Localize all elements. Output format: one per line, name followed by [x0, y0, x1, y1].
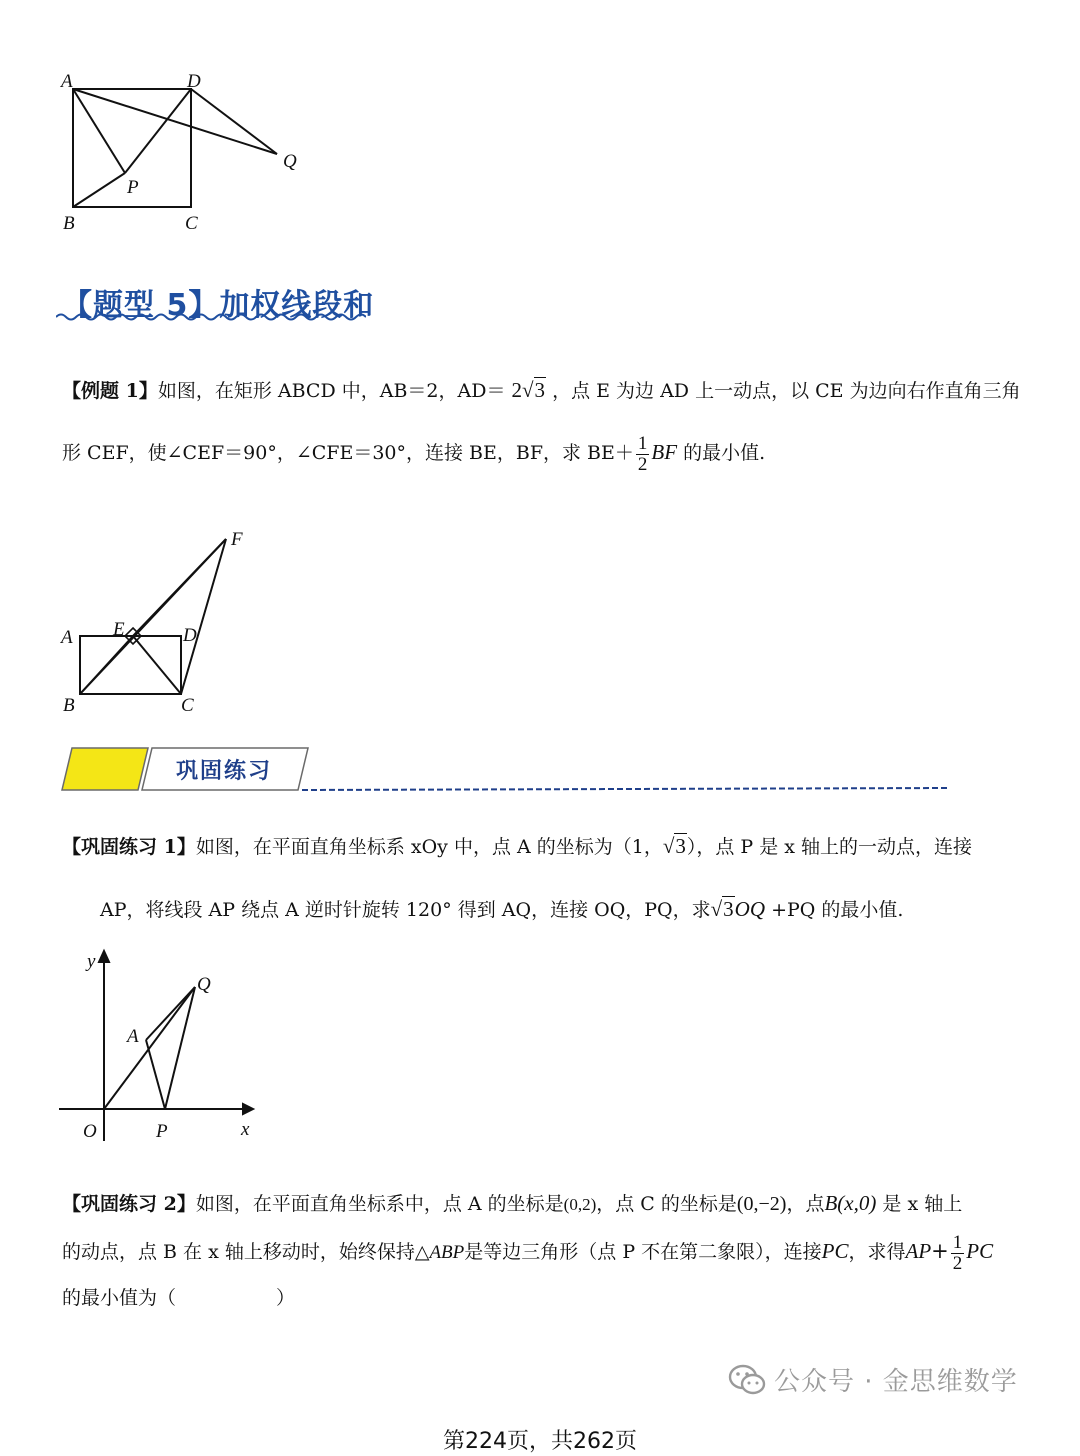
- banner-dashed-line: [302, 788, 948, 790]
- figure-coordinate-apq: [55, 945, 275, 1145]
- label-C: C: [181, 695, 194, 716]
- label-O: O: [83, 1121, 97, 1142]
- fraction-one-half-2: $\frac{1}{2}$: [952, 1231, 963, 1274]
- label-C: C: [185, 213, 198, 234]
- segment-ap: [146, 1040, 165, 1109]
- label-B: B: [63, 695, 75, 716]
- segment-oq: [104, 987, 195, 1109]
- label-E: E: [113, 619, 125, 640]
- page-footer: 第224页，共262页: [443, 1429, 637, 1454]
- segment-pq: [165, 987, 195, 1109]
- example1-line1: 【例题 1】如图，在矩形 ABCD 中，AB＝2，AD＝ 2√3 ，点 E 为边 AD 上一动点，以 CE 为边向右作直角三角: [62, 378, 1021, 402]
- practice1-line1: 【巩固练习 1】如图，在平面直角坐标系 xOy 中，点 A 的坐标为（1，√3），点 P 是 x 轴上的一动点，连接: [62, 834, 973, 858]
- label-A: A: [61, 627, 73, 648]
- practice1-tag: 【巩固练习 1】: [62, 836, 196, 858]
- example1-line2: 形 CEF，使∠CEF＝90°，∠CFE＝30°，连接 BE，BF，求 BE＋ $\frac{1}{2}$ BF 的最小值.: [62, 432, 766, 475]
- y-axis-arrow: [99, 951, 109, 962]
- figure-square-apq: [55, 65, 315, 245]
- sqrt-2-root3: 2√3: [511, 378, 546, 402]
- section-title-underline: [56, 312, 366, 322]
- label-Q: Q: [283, 151, 297, 172]
- segment-dq: [191, 89, 277, 154]
- example1-tag: 【例题 1】: [62, 380, 158, 402]
- label-Q: Q: [197, 974, 211, 995]
- banner-label: 巩固练习: [176, 759, 273, 784]
- watermark: [728, 1361, 1018, 1398]
- banner-yellow-block: [62, 748, 148, 790]
- segment-aq: [73, 89, 277, 154]
- watermark-text: 公众号 · 金思维数学: [774, 1367, 1018, 1397]
- practice2-line3: 的最小值为（ ）: [62, 1287, 296, 1309]
- rectangle-abcd: [80, 636, 181, 694]
- label-P: P: [127, 177, 139, 198]
- label-A: A: [127, 1026, 139, 1047]
- segment-ap: [73, 89, 125, 173]
- section-title-text: 【题型 5】加权线段和: [62, 288, 375, 323]
- practice2-line2: 的动点，点 B 在 x 轴上移动时，始终保持△ABP是等边三角形（点 P 不在第二象限），连接PC，求得AP+ $\frac{1}{2}$ PC: [62, 1231, 994, 1274]
- label-P: P: [156, 1121, 168, 1142]
- segment-ec: [133, 636, 181, 694]
- label-F: F: [231, 529, 243, 550]
- practice1-line2: AP，将线段 AP 绕点 A 逆时针旋转 120° 得到 AQ，连接 OQ，PQ，求√3OQ +PQ 的最小值.: [100, 897, 904, 921]
- segment-bp: [73, 173, 125, 207]
- label-D: D: [187, 71, 201, 92]
- x-axis-arrow: [243, 1104, 253, 1114]
- label-D: D: [183, 625, 197, 646]
- practice2-line1: 【巩固练习 2】如图，在平面直角坐标系中，点 A 的坐标是(0,2)，点 C 的坐标是(0,−2)，点B(x,0) 是 x 轴上: [62, 1191, 963, 1215]
- label-B: B: [63, 213, 75, 234]
- fraction-one-half: $\frac{1}{2}$: [637, 432, 648, 475]
- sqrt-root3-oq: √3: [710, 897, 734, 921]
- figure-rectangle-cef: [55, 525, 265, 725]
- section-title: [62, 280, 374, 324]
- label-y: y: [87, 951, 96, 972]
- label-A: A: [61, 71, 73, 92]
- label-x: x: [241, 1119, 250, 1140]
- sqrt-root3: √3: [662, 834, 686, 858]
- practice2-tag: 【巩固练习 2】: [62, 1193, 196, 1215]
- segment-pd: [125, 89, 191, 173]
- wechat-icon: [728, 1363, 766, 1397]
